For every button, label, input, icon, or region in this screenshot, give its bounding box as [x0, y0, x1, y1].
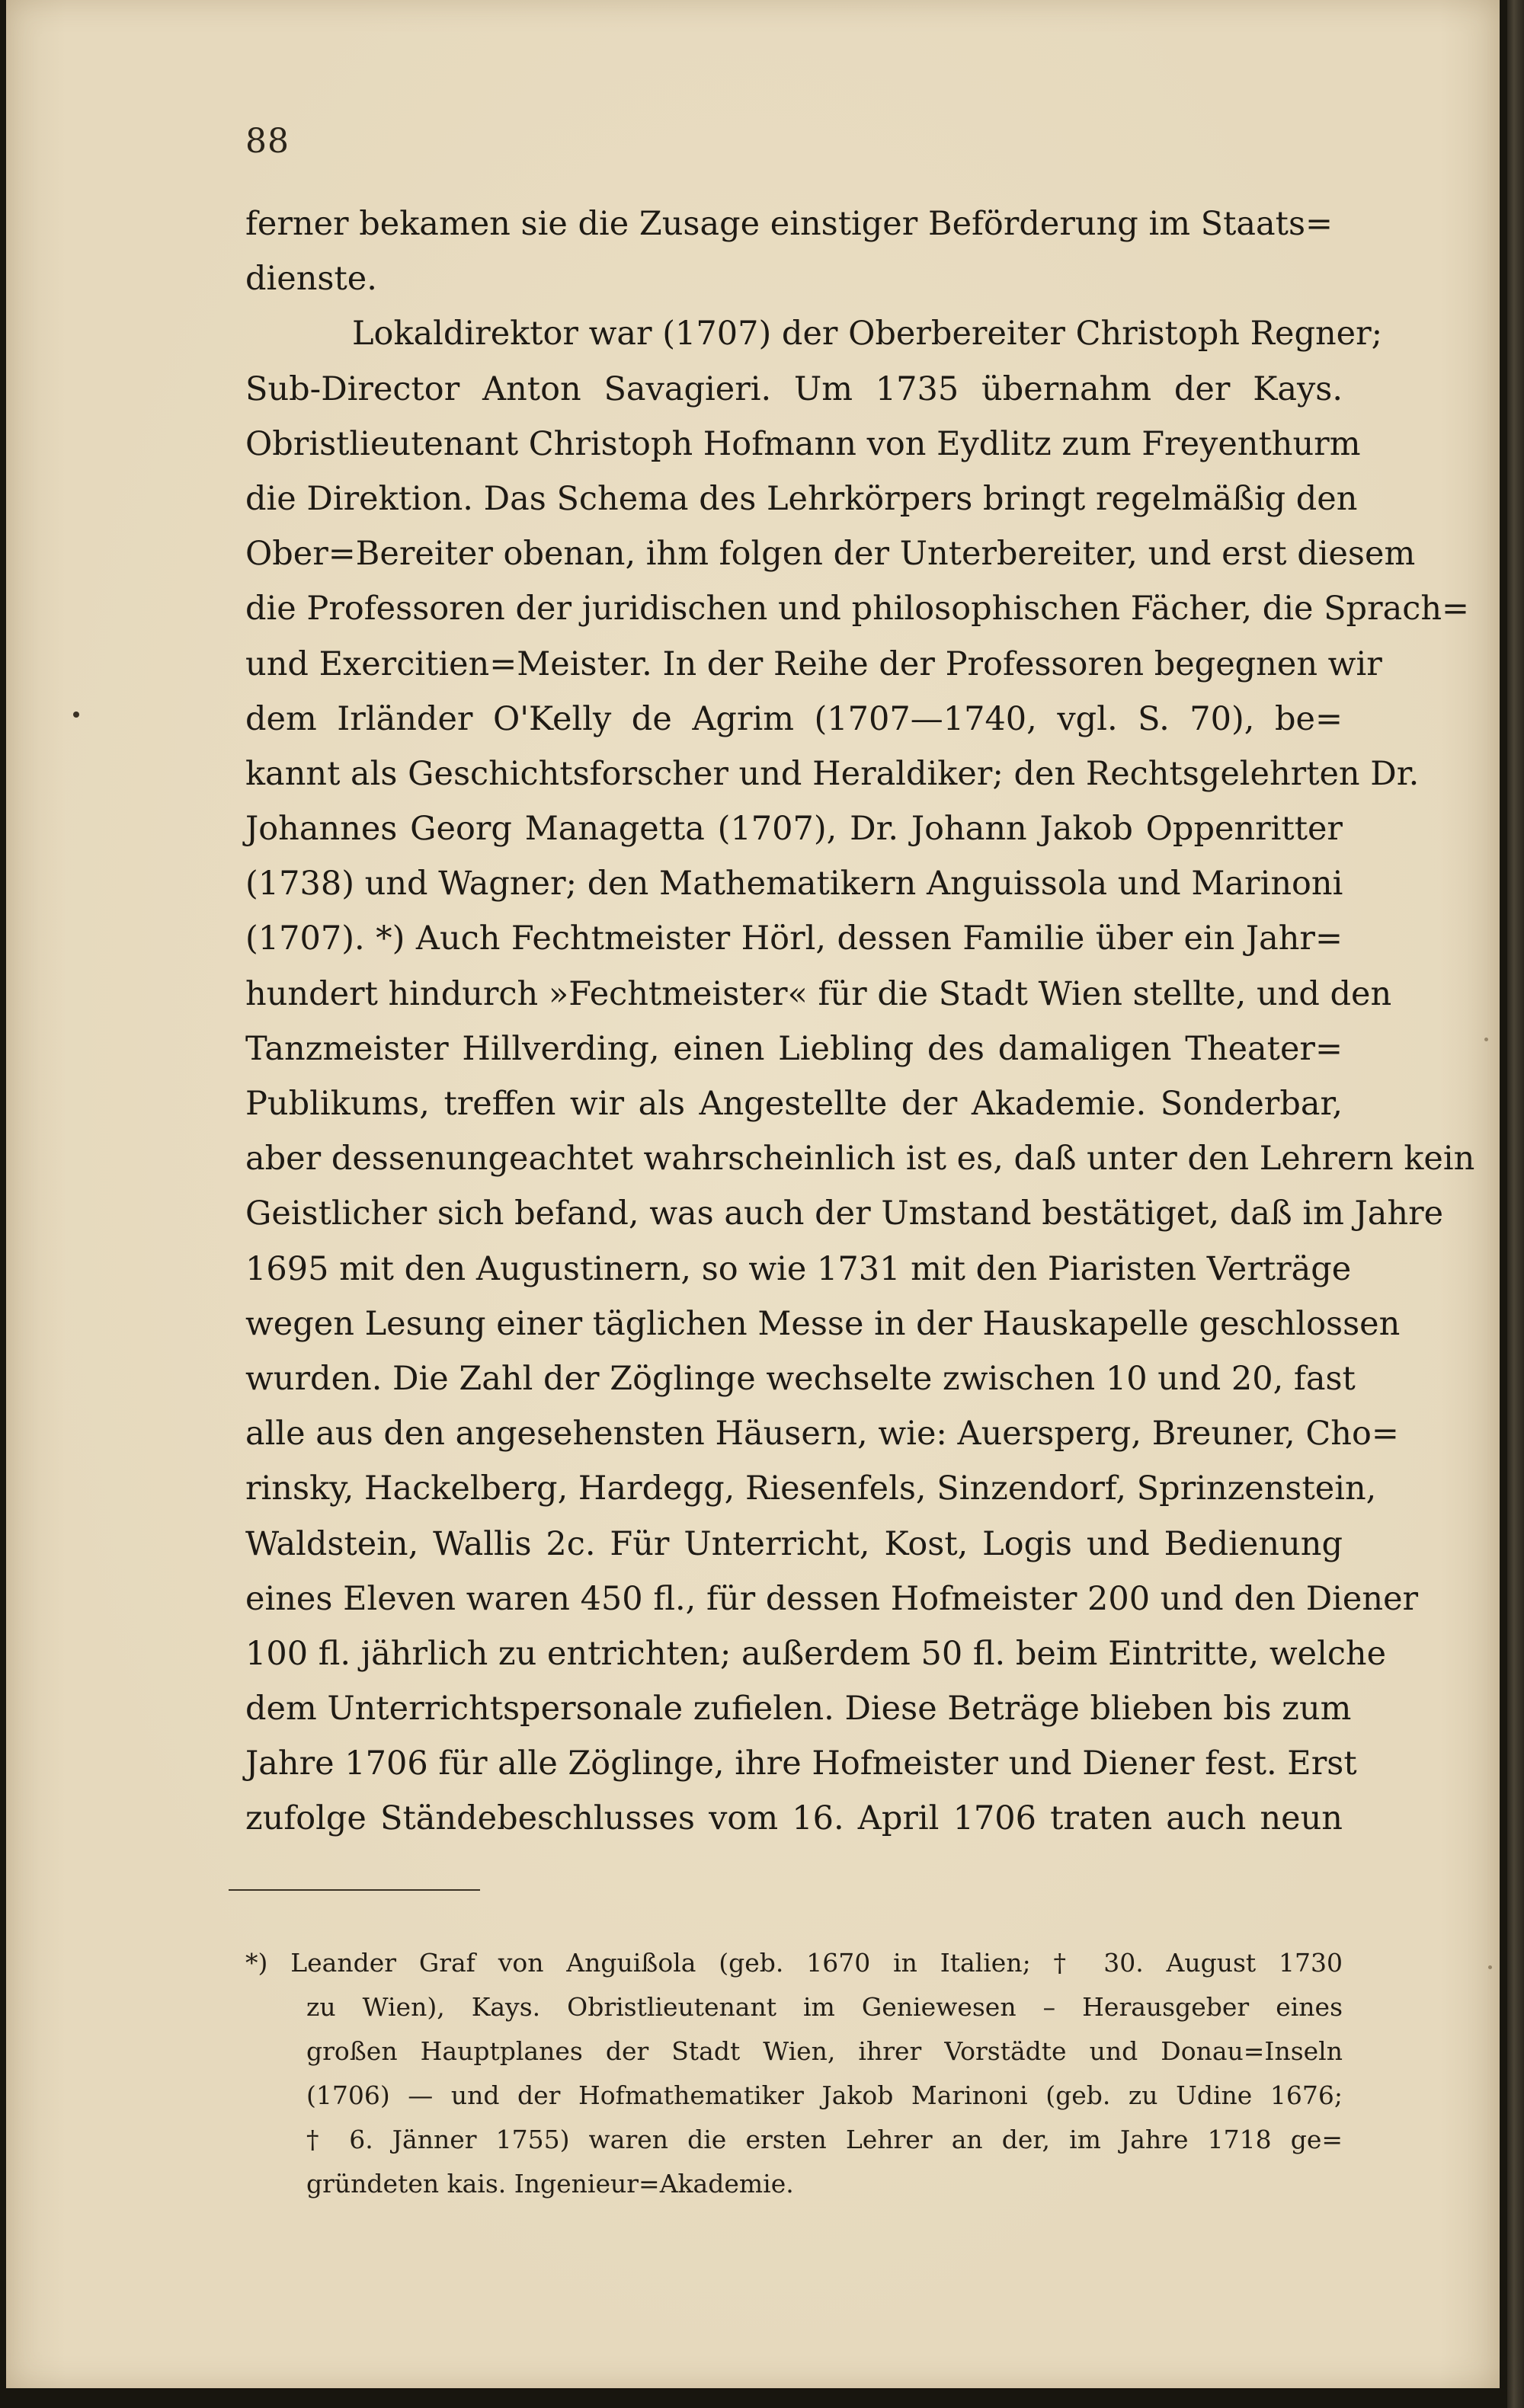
text-line: aber dessenungeachtet wahrscheinlich ist es, daß unter den Lehrern kein — [245, 1140, 1475, 1178]
footnote-line: zu Wien), Kays. Obristlieutenant im Geniewesen – Herausgeber eines — [306, 1992, 1343, 2022]
text-line: Jahre 1706 für alle Zöglinge, ihre Hofmeister und Diener fest. Erst — [245, 1744, 1357, 1783]
text-line: Ober=Bereiter obenan, ihm folgen der Unterbereiter, und erst diesem — [245, 535, 1416, 574]
margin-mark — [73, 712, 79, 718]
text-line: hundert hindurch »Fechtmeister« für die Stadt Wien stellte, und den — [245, 974, 1392, 1013]
paper-speck — [1484, 1038, 1488, 1041]
text-line: zufolge Ständebeschlusses vom 16. April 1706 traten auch neun — [245, 1799, 1343, 1838]
text-line: Johannes Georg Managetta (1707), Dr. Johann Jakob Oppenritter — [245, 810, 1343, 849]
footnote-line: (1706) — und der Hofmathematiker Jakob Marinoni (geb. zu Udine 1676; — [306, 2080, 1343, 2110]
text-line: die Professoren der juridischen und philosophischen Fächer, die Sprach= — [245, 590, 1470, 628]
text-line: rinsky, Hackelberg, Hardegg, Riesenfels, Sinzendorf, Sprinzenstein, — [245, 1469, 1377, 1508]
text-line: wurden. Die Zahl der Zöglinge wechselte zwischen 10 und 20, fast — [245, 1359, 1356, 1398]
text-line: Waldstein, Wallis 2c. Für Unterricht, Kost, Logis und Bedienung — [245, 1524, 1343, 1563]
text-line: dem Irländer O'Kelly de Agrim (1707—1740, vgl. S. 70), be= — [245, 699, 1343, 738]
page-number: 88 — [245, 122, 290, 161]
text-line: Tanzmeister Hillverding, einen Liebling des damaligen Theater= — [245, 1029, 1343, 1068]
paper-speck — [1488, 1965, 1492, 1969]
text-line: Geistlicher sich befand, was auch der Umstand bestätiget, daß im Jahre — [245, 1194, 1444, 1233]
text-line: (1738) und Wagner; den Mathematikern Anguissola und Marinoni — [245, 865, 1343, 903]
text-line: ferner bekamen sie die Zusage einstiger Beförderung im Staats= — [245, 205, 1334, 243]
text-line: Sub-Director Anton Savagieri. Um 1735 übernahm der Kays. — [245, 369, 1343, 408]
text-line: dienste. — [245, 260, 377, 299]
text-line: und Exercitien=Meister. In der Reihe der Professoren begegnen wir — [245, 644, 1382, 683]
footnote-line: † 6. Jänner 1755) waren die ersten Lehrer an der, im Jahre 1718 ge= — [306, 2125, 1343, 2154]
footnote-rule — [229, 1889, 480, 1891]
footnotes — [245, 1941, 1343, 2206]
text-line: Obristlieutenant Christoph Hofmann von Eydlitz zum Freyenthurm — [245, 424, 1361, 463]
text-line: dem Unterrichtspersonale zufielen. Diese Beträge blieben bis zum — [245, 1690, 1352, 1728]
text-line: alle aus den angesehensten Häusern, wie: Auersperg, Breuner, Cho= — [245, 1415, 1399, 1453]
page-edge — [1507, 0, 1524, 2408]
text-line: Lokaldirektor war (1707) der Oberbereiter Christoph Regner; — [352, 315, 1383, 353]
text-line: wegen Lesung einer täglichen Messe in der Hauskapelle geschlossen — [245, 1304, 1401, 1343]
text-line: 1695 mit den Augustinern, so wie 1731 mit den Piaristen Verträge — [245, 1249, 1352, 1288]
footnote-line: gründeten kais. Ingenieur=Akademie. — [306, 2169, 794, 2199]
text-line: eines Eleven waren 450 fl., für dessen Hofmeister 200 und den Diener — [245, 1579, 1419, 1618]
text-line: (1707). *) Auch Fechtmeister Hörl, dessen Familie über ein Jahr= — [245, 919, 1343, 958]
body-text — [245, 197, 1475, 1847]
text-line: 100 fl. jährlich zu entrichten; außerdem 50 fl. beim Eintritte, welche — [245, 1634, 1387, 1673]
text-line: die Direktion. Das Schema des Lehrkörpers bringt regelmäßig den — [245, 479, 1358, 518]
footnote-line: großen Hauptplanes der Stadt Wien, ihrer Vorstädte und Donau=Inseln — [306, 2036, 1343, 2066]
footnote-line: *) Leander Graf von Anguißola (geb. 1670 in Italien; † 30. August 1730 — [245, 1948, 1343, 1978]
text-line: kannt als Geschichtsforscher und Heraldiker; den Rechtsgelehrten Dr. — [245, 754, 1420, 793]
text-line: Publikums, treffen wir als Angestellte der Akademie. Sonderbar, — [245, 1085, 1343, 1123]
